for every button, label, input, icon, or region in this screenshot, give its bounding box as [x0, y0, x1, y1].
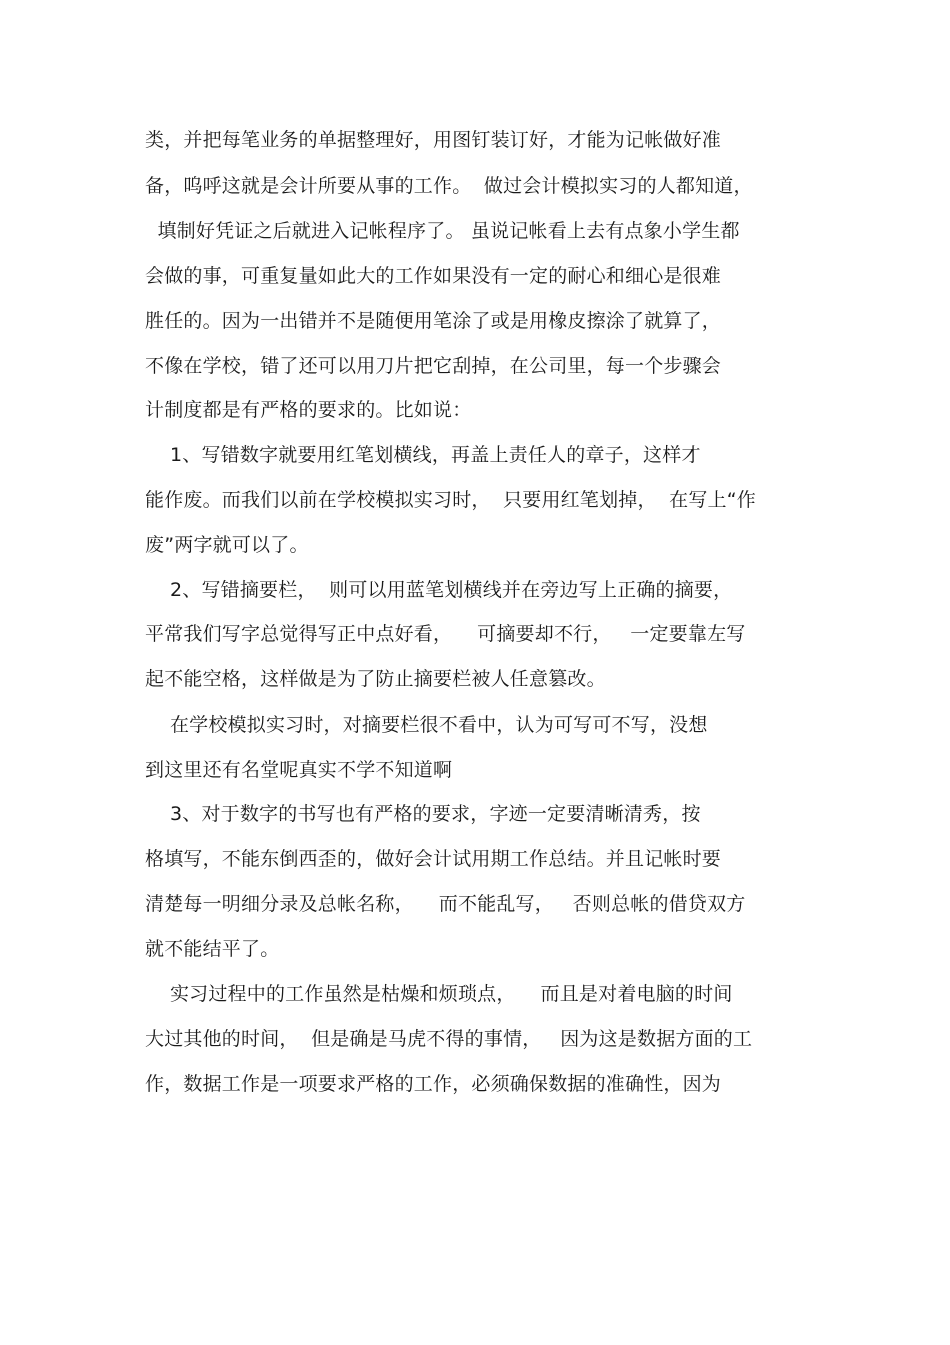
- text-line: 就不能结平了。: [145, 938, 280, 960]
- text-line: 3、对于数字的书写也有严格的要求，字迹一定要清晰清秀，按: [145, 803, 701, 825]
- text-line: 起不能空格，这样做是为了防止摘要栏被人任意篡改。: [145, 668, 606, 690]
- text-line: 不像在学校，错了还可以用刀片把它刮掉，在公司里，每一个步骤会: [145, 355, 722, 377]
- text-line: 废”两字就可以了。: [145, 534, 309, 556]
- text-line: 平常我们写字总觉得写正中点好看， 可摘要却不行， 一定要靠左写: [145, 623, 746, 645]
- text-line: 2、写错摘要栏， 则可以用蓝笔划横线并在旁边写上正确的摘要，: [145, 579, 733, 601]
- text-line: 在学校模拟实习时，对摘要栏很不看中，认为可写可不写，没想: [145, 714, 708, 736]
- text-line: 胜任的。因为一出错并不是随便用笔涂了或是用橡皮擦涂了就算了，: [145, 310, 722, 332]
- text-line: 清楚每一明细分录及总帐名称， 而不能乱写， 否则总帐的借贷双方: [145, 893, 746, 915]
- text-line: 作，数据工作是一项要求严格的工作，必须确保数据的准确性，因为: [145, 1073, 722, 1095]
- text-line: 实习过程中的工作虽然是枯燥和烦琐点， 而且是对着电脑的时间: [145, 983, 733, 1005]
- text-line: 备，呜呼这就是会计所要从事的工作。 做过会计模拟实习的人都知道，: [145, 175, 753, 197]
- text-line: 计制度都是有严格的要求的。比如说：: [145, 399, 472, 421]
- text-line: 能作废。而我们以前在学校模拟实习时， 只要用红笔划掉， 在写上“作: [145, 489, 757, 511]
- text-line: 大过其他的时间， 但是确是马虎不得的事情， 因为这是数据方面的工: [145, 1028, 753, 1050]
- text-line: 会做的事，可重复量如此大的工作如果没有一定的耐心和细心是很难: [145, 265, 722, 287]
- text-line: 到这里还有名堂呢真实不学不知道啊: [145, 759, 453, 781]
- text-line: 类，并把每笔业务的单据整理好，用图钉装订好，才能为记帐做好准: [145, 129, 722, 151]
- text-line: 填制好凭证之后就进入记帐程序了。 虽说记帐看上去有点象小学生都: [145, 220, 740, 242]
- text-line: 格填写，不能东倒西歪的，做好会计试用期工作总结。并且记帐时要: [145, 848, 722, 870]
- text-line: 1、写错数字就要用红笔划横线，再盖上责任人的章子，这样才: [145, 444, 701, 466]
